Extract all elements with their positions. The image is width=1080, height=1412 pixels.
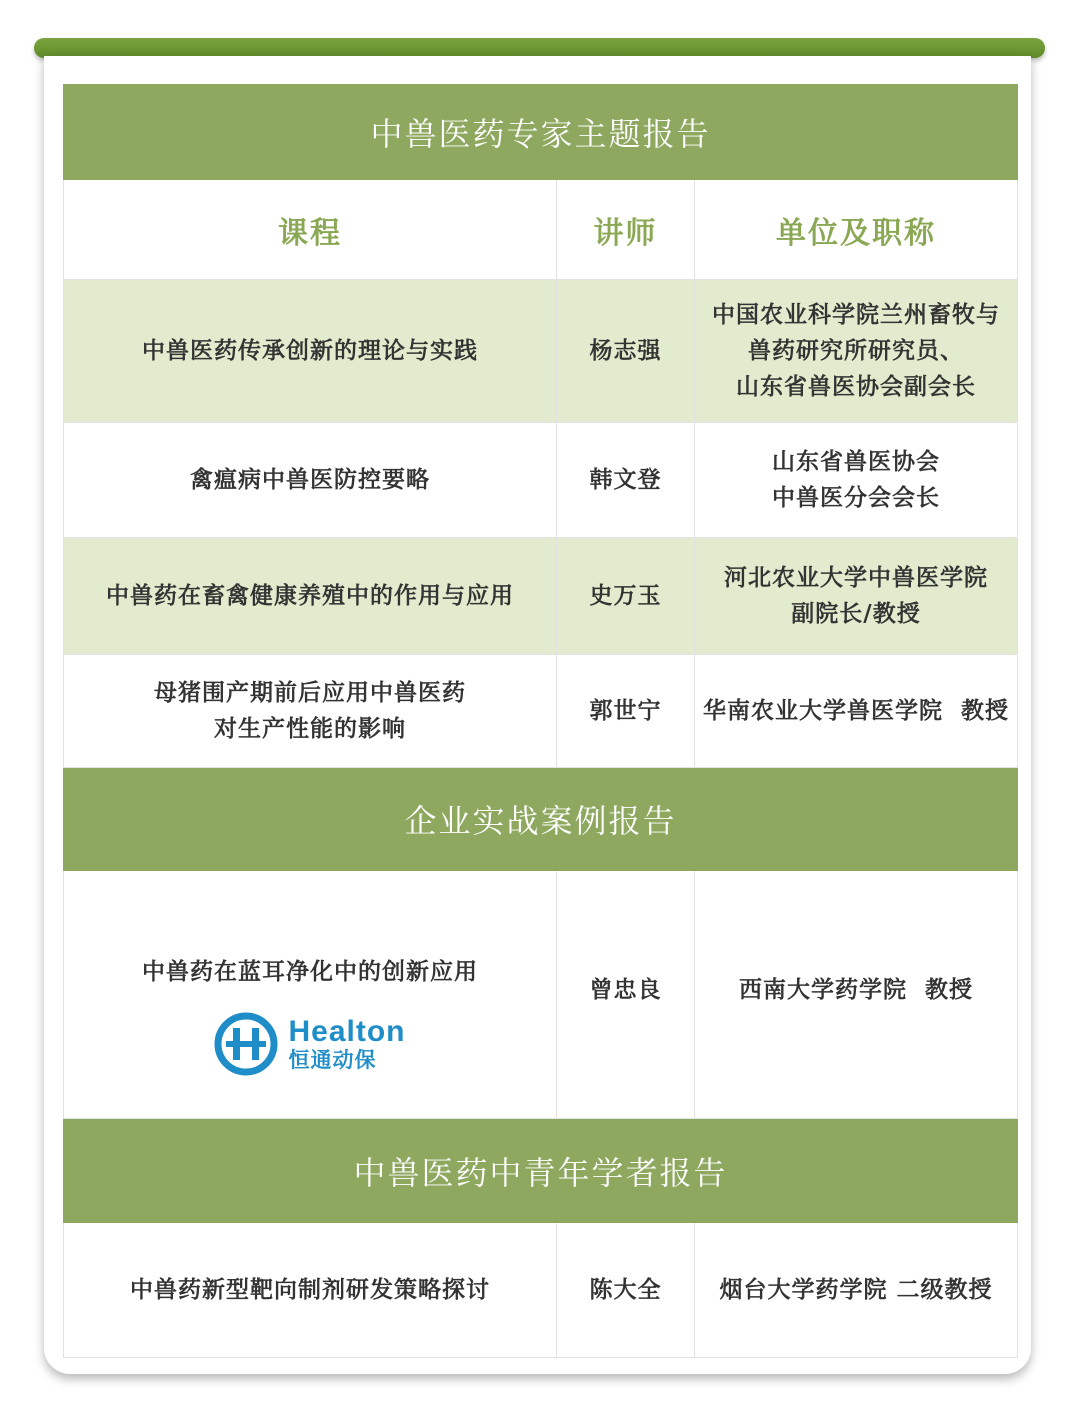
course-line: 中兽药在畜禽健康养殖中的作用与应用 [106, 583, 514, 609]
course-line: 母猪围产期前后应用中兽医药 [154, 680, 466, 706]
sponsor-brand-cn: 恒通动保 [288, 1047, 377, 1072]
course-line: 对生产性能的影响 [214, 716, 406, 742]
top-decor-bar [34, 38, 1045, 58]
section-header-young [64, 1119, 1018, 1223]
org-line: 副院长/教授 [791, 601, 921, 627]
table-row [64, 655, 1018, 768]
lecturer-cell: 杨志强 [557, 280, 695, 423]
course-line: 禽瘟病中兽医防控要略 [190, 467, 430, 493]
course-line: 中兽药新型靶向制剂研发策略探讨 [130, 1277, 490, 1303]
section-header-expert [64, 85, 1018, 180]
course-line: 中兽医药传承创新的理论与实践 [142, 338, 478, 364]
org-cell [695, 1223, 1018, 1358]
table-row [64, 280, 1018, 423]
org-cell [695, 280, 1018, 423]
org-line: 华南农业大学兽医学院 教授 [702, 698, 1009, 724]
table-row [64, 1223, 1018, 1358]
table-row [64, 538, 1018, 655]
column-header-org: 单位及职称 [695, 180, 1018, 280]
healton-logo-icon [214, 1012, 278, 1076]
table-row [64, 423, 1018, 538]
org-cell [695, 423, 1018, 538]
sponsor-logo-text [288, 1016, 405, 1072]
course-cell [64, 1223, 557, 1358]
org-line: 兽药研究所研究员、 [748, 338, 964, 364]
lecturer-cell: 史万玉 [557, 538, 695, 655]
sponsor-logo [64, 1012, 556, 1076]
org-line: 中国农业科学院兰州畜牧与 [712, 302, 1000, 328]
lecturer-cell: 陈大全 [557, 1223, 695, 1358]
org-line: 烟台大学药学院 二级教授 [719, 1277, 993, 1303]
section-title: 企业实战案例报告 [64, 768, 1018, 871]
schedule-table [63, 84, 1018, 1358]
sponsor-brand-en: Healton [288, 1014, 406, 1048]
course-cell [64, 423, 557, 538]
lecturer-cell: 韩文登 [557, 423, 695, 538]
section-title: 中兽医药中青年学者报告 [64, 1119, 1018, 1223]
table-row [64, 871, 1018, 1119]
org-line: 山东省兽医协会副会长 [736, 374, 976, 400]
org-line: 西南大学药学院 教授 [738, 976, 973, 1003]
column-header-row [64, 180, 1018, 280]
org-line: 河北农业大学中兽医学院 [724, 565, 988, 591]
lecturer-cell: 曾忠良 [557, 871, 695, 1119]
course-line: 中兽药在蓝耳净化中的创新应用 [142, 958, 478, 985]
column-header-lecturer: 讲师 [557, 180, 695, 280]
course-cell [64, 280, 557, 423]
column-header-course: 课程 [64, 180, 557, 280]
org-cell [695, 538, 1018, 655]
org-cell [695, 871, 1018, 1119]
section-title: 中兽医药专家主题报告 [64, 85, 1018, 180]
lecturer-cell: 郭世宁 [557, 655, 695, 768]
course-cell [64, 538, 557, 655]
org-line: 中兽医分会会长 [772, 485, 940, 511]
org-line: 山东省兽医协会 [772, 449, 940, 475]
course-cell [64, 655, 557, 768]
course-cell [64, 871, 557, 1119]
org-cell [695, 655, 1018, 768]
section-header-enterprise [64, 768, 1018, 871]
